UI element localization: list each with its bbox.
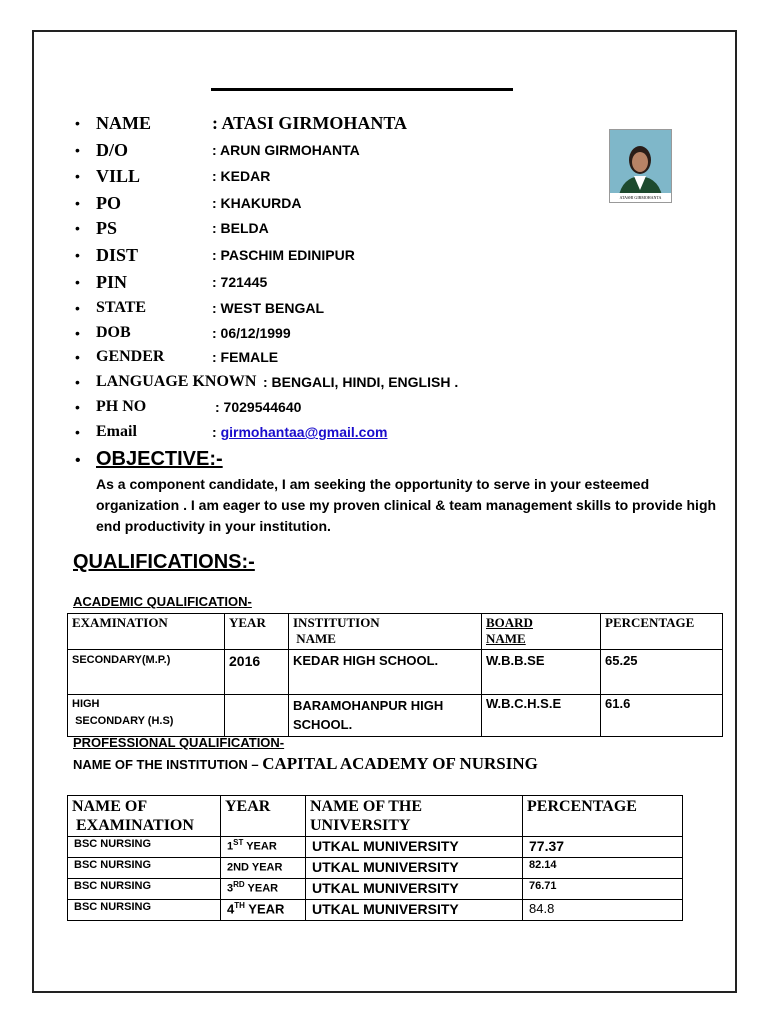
value-phone: : 7029544640 [215, 399, 302, 415]
cell-exam: SECONDARY(M.P.) [68, 650, 225, 695]
institution-value: CAPITAL ACADEMY OF NURSING [262, 754, 538, 773]
email-link[interactable]: girmohantaa@gmail.com [220, 424, 388, 440]
cell-percentage: 76.71 [523, 879, 683, 900]
label-name: NAME [96, 113, 151, 133]
value-language: : BENGALI, HINDI, ENGLISH . [263, 374, 459, 390]
year-number: 1 [227, 840, 234, 853]
header-institution-line1: INSTITUTION [293, 615, 380, 630]
label-email: Email [96, 423, 137, 440]
header-year: YEAR [225, 614, 289, 650]
label-father: D/O [96, 140, 129, 160]
header-university [306, 796, 523, 837]
value-gender: : FEMALE [212, 349, 279, 365]
photo-caption: ATASHI GIRMOHANTA [610, 193, 671, 202]
header-percentage: PERCENTAGE [601, 614, 723, 650]
cell-exam-line2: SECONDARY (H.S) [75, 715, 174, 727]
header-board-line2: NAME [486, 631, 526, 646]
cell-exam [68, 695, 225, 737]
table-row [68, 837, 683, 858]
cell-institution: KEDAR HIGH SCHOOL. [289, 650, 482, 695]
objective-heading: OBJECTIVE:- [96, 448, 223, 470]
bullet-icon: • [75, 349, 80, 365]
cell-year [221, 879, 306, 900]
year-word: YEAR [244, 882, 279, 895]
cell-exam: BSC NURSING [68, 858, 221, 879]
institution-line [73, 754, 538, 774]
header-board [482, 614, 601, 650]
bullet-icon: • [75, 274, 80, 290]
header-exam-line1: NAME OF [72, 798, 148, 815]
bullet-icon: • [75, 247, 80, 263]
header-institution-line2: NAME [296, 631, 336, 646]
cell-university: UTKAL MUNIVERSITY [306, 837, 523, 858]
year-word: YEAR [243, 840, 277, 853]
label-phone: PH NO [96, 398, 147, 415]
value-state: : WEST BENGAL [212, 300, 324, 316]
cell-percentage: 82.14 [523, 858, 683, 879]
label-state: STATE [96, 299, 147, 316]
table-row [68, 900, 683, 921]
cell-board: W.B.C.H.S.E [482, 695, 601, 737]
label-pin: PIN [96, 272, 127, 292]
year-word: YEAR [244, 901, 285, 917]
cell-percentage: 61.6 [601, 695, 723, 737]
bullet-icon: • [75, 115, 80, 131]
professional-table [67, 795, 683, 921]
institution-label: NAME OF THE INSTITUTION – [73, 757, 263, 772]
cell-institution-line2: SCHOOL. [293, 717, 353, 732]
header-institution [289, 614, 482, 650]
table-row [68, 858, 683, 879]
bullet-icon: • [75, 399, 80, 415]
cell-board: W.B.B.SE [482, 650, 601, 695]
year-suffix: ST [233, 838, 244, 847]
cell-year [221, 837, 306, 858]
cell-university: UTKAL MUNIVERSITY [306, 900, 523, 921]
cell-percentage: 84.8 [523, 900, 683, 921]
cell-year: 2016 [225, 650, 289, 695]
header-exam: EXAMINATION [68, 614, 225, 650]
bullet-icon: • [75, 424, 80, 440]
professional-heading: PROFESSIONAL QUALIFICATION- [73, 735, 285, 750]
qualifications-heading: QUALIFICATIONS:- [73, 551, 255, 573]
value-father: : ARUN GIRMOHANTA [212, 142, 360, 158]
bullet-icon: • [75, 374, 80, 390]
email-colon: : [212, 424, 221, 440]
header-board-line1: BOARD [486, 615, 533, 630]
bullet-icon: • [75, 325, 80, 341]
value-ps: : BELDA [212, 220, 269, 236]
value-dob: : 06/12/1999 [212, 325, 291, 341]
cell-institution-line1: BARAMOHANPUR HIGH [293, 698, 444, 713]
table-row [68, 650, 723, 695]
bullet-icon: • [75, 195, 80, 211]
cell-percentage: 65.25 [601, 650, 723, 695]
label-po: PO [96, 193, 121, 213]
label-vill: VILL [96, 166, 141, 186]
cell-exam: BSC NURSING [68, 837, 221, 858]
cell-university: UTKAL MUNIVERSITY [306, 879, 523, 900]
profile-photo [609, 129, 672, 203]
cell-exam: BSC NURSING [68, 879, 221, 900]
header-university-line1: NAME OF THE [310, 798, 423, 815]
bullet-icon: • [75, 220, 80, 236]
value-dist: : PASCHIM EDINIPUR [212, 247, 355, 263]
header-exam [68, 796, 221, 837]
value-name: : ATASI GIRMOHANTA [212, 113, 408, 133]
bullet-icon: • [75, 168, 80, 184]
label-dob: DOB [96, 324, 131, 341]
cell-exam: BSC NURSING [68, 900, 221, 921]
header-university-line2: UNIVERSITY [310, 817, 411, 834]
header-rule [211, 88, 513, 91]
cell-year [221, 858, 306, 879]
value-vill: : KEDAR [212, 168, 271, 184]
value-email-wrap [212, 421, 387, 443]
table-row [68, 879, 683, 900]
year-suffix: TH [234, 901, 245, 910]
year-number: 3 [227, 882, 234, 895]
table-header-row [68, 614, 723, 650]
year-suffix: RD [233, 880, 245, 889]
header-year: YEAR [221, 796, 306, 837]
cell-percentage: 77.37 [523, 837, 683, 858]
cell-university: UTKAL MUNIVERSITY [306, 858, 523, 879]
label-dist: DIST [96, 245, 139, 265]
bullet-icon: • [75, 142, 80, 158]
bullet-icon: • [75, 452, 81, 469]
bullet-icon: • [75, 300, 80, 316]
header-exam-line2: EXAMINATION [76, 817, 194, 834]
table-row [68, 695, 723, 737]
cell-exam-line1: HIGH [72, 698, 100, 710]
value-pin: : 721445 [212, 274, 268, 290]
objective-text: As a component candidate, I am seeking the opportunity to serve in your esteemed organization . I am eager to use my proven clinical & team management skills to provide high end productivity in your institution. [96, 476, 717, 534]
label-language: LANGUAGE KNOWN [96, 373, 257, 390]
label-gender: GENDER [96, 348, 165, 365]
cell-year [225, 695, 289, 737]
label-ps: PS [96, 218, 118, 238]
portrait-image [610, 130, 671, 202]
year-number: 2ND YEAR [227, 861, 283, 874]
cell-year [221, 900, 306, 921]
cell-institution [289, 695, 482, 737]
academic-table [67, 613, 723, 737]
academic-heading: ACADEMIC QUALIFICATION- [73, 594, 252, 609]
table-header-row [68, 796, 683, 837]
year-number: 4 [227, 901, 235, 917]
header-percentage: PERCENTAGE [523, 796, 683, 837]
value-po: : KHAKURDA [212, 195, 302, 211]
